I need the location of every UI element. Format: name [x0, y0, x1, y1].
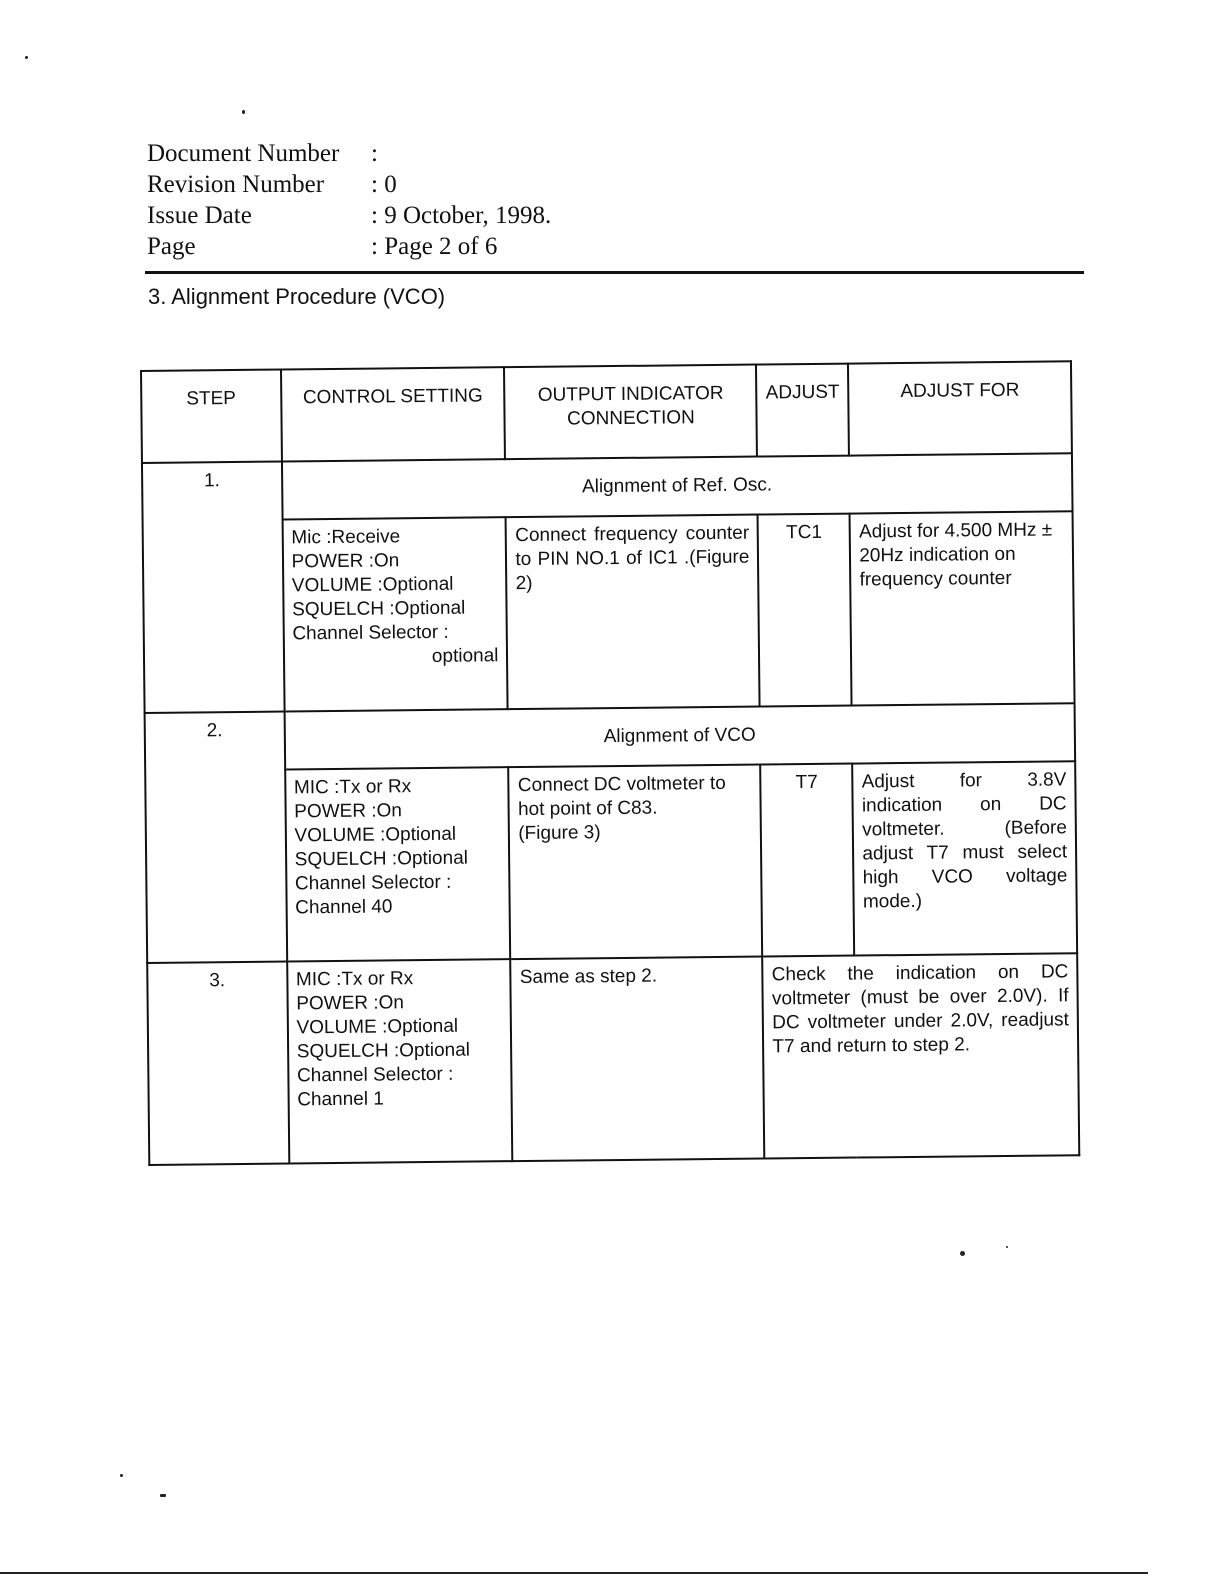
adjust-cell: T7 [761, 764, 855, 957]
page-value: : Page 2 of 6 [371, 233, 498, 260]
check-instruction-cell: Check the indication on DC voltmeter (must be over 2.0V). If DC voltmeter under 2.0V, readjust T7 and return to step 2. [763, 953, 1080, 1158]
scan-speck [960, 1251, 965, 1256]
scan-speck [242, 110, 245, 114]
table-row [142, 453, 1073, 521]
section-title: 3. Alignment Procedure (VCO) [148, 284, 446, 309]
issue-date-value: : 9 October, 1998. [371, 202, 552, 229]
document-number-label: Document Number [147, 140, 340, 167]
table-row [147, 953, 1079, 1165]
control-setting-tail: optional [431, 645, 499, 667]
page-label: Page [147, 233, 196, 260]
page-row [147, 231, 551, 262]
scan-speck [25, 56, 28, 59]
issue-date-label: Issue Date [147, 202, 252, 229]
control-setting-cell [282, 517, 508, 711]
header-step: STEP [141, 370, 282, 463]
header-adjust: ADJUST [756, 364, 849, 457]
scan-bottom-edge [0, 1572, 1148, 1574]
adjust-cell: TC1 [758, 514, 852, 707]
revision-number-label: Revision Number [147, 171, 325, 198]
adjust-for-cell: Adjust for 4.500 MHz ± 20Hz indication on frequency counter [850, 511, 1075, 705]
step-number: 2. [145, 712, 287, 963]
step-banner: Alignment of VCO [284, 703, 1075, 769]
control-setting-cell: MIC :Tx or Rx POWER :On VOLUME :Optional SQUELCH :Optional Channel Selector : Channel 40 [285, 767, 511, 961]
header-control-setting: CONTROL SETTING [281, 367, 506, 461]
control-setting-text: Mic :Receive POWER :On VOLUME :Optional SQUELCH :Optional Channel Selector : [291, 526, 466, 645]
revision-number-value: : 0 [371, 171, 397, 198]
issue-date-row [147, 200, 551, 231]
alignment-procedure-table [140, 360, 1080, 1166]
control-setting-cell: MIC :Tx or Rx POWER :On VOLUME :Optional SQUELCH :Optional Channel Selector : Channel 1 [287, 959, 513, 1163]
scan-speck [120, 1474, 123, 1477]
revision-number-row [147, 169, 551, 200]
document-number-value: : [371, 140, 378, 167]
table-header-row [141, 361, 1072, 463]
output-connection-cell: Connect frequency counter to PIN NO.1 of IC1 .(Figure 2) [506, 515, 760, 710]
document-number-row [147, 138, 551, 169]
adjust-for-cell: Adjust for 3.8V indication on DC voltmeter. (Before adjust T7 must select high VCO voltage mode.) [852, 761, 1077, 955]
scan-speck [1006, 1246, 1008, 1248]
table-row [145, 703, 1076, 771]
header-adjust-for: ADJUST FOR [848, 361, 1072, 455]
output-connection-cell: Same as step 2. [511, 957, 765, 1162]
header-output-indicator-connection: OUTPUT INDICATOR CONNECTION [504, 365, 757, 460]
step-banner: Alignment of Ref. Osc. [282, 453, 1073, 519]
step-number: 3. [147, 961, 289, 1164]
scan-speck [160, 1494, 166, 1497]
output-connection-cell: Connect DC voltmeter to hot point of C83. (Figure 3) [509, 765, 763, 960]
document-metadata [147, 138, 551, 262]
header-divider [145, 271, 1084, 274]
step-number: 1. [142, 462, 284, 713]
